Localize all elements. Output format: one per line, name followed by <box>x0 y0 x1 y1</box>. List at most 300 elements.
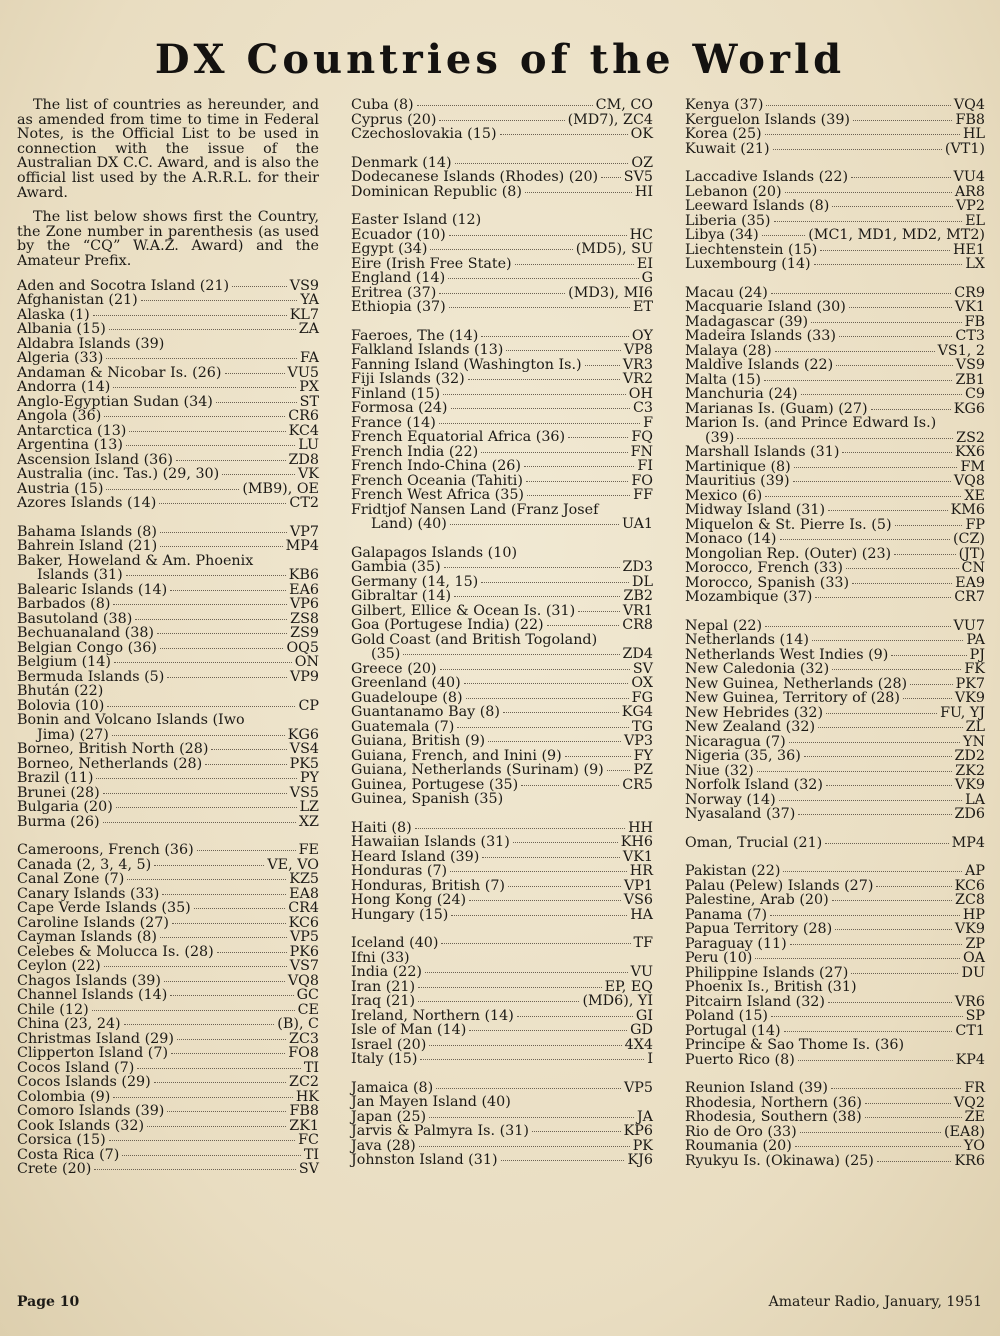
amateur-prefix: KX6 <box>955 444 985 460</box>
country-name: China (23, 24) <box>17 1016 121 1033</box>
country-name: Heard Island (39) <box>351 848 480 865</box>
amateur-prefix: PX <box>299 379 319 396</box>
country-entry <box>351 864 653 879</box>
country-entry <box>17 641 319 656</box>
letter-group <box>351 1081 653 1168</box>
amateur-prefix: FU, YJ <box>940 704 985 721</box>
country-entry <box>685 98 985 113</box>
country-entry <box>17 1046 319 1061</box>
country-name: Denmark (14) <box>351 154 452 171</box>
dot-leader <box>820 250 950 251</box>
dot-leader <box>525 192 632 193</box>
dot-leader <box>106 489 239 490</box>
amateur-prefix: (MD7), ZC4 <box>567 111 653 128</box>
dot-leader <box>197 850 296 851</box>
country-entry <box>351 720 653 735</box>
country-name: Christmas Island (29) <box>17 1030 174 1047</box>
country-name: Belgian Congo (36) <box>17 639 157 656</box>
country-name: Hungary (15) <box>351 906 449 923</box>
country-name: Libya (34) <box>685 227 759 243</box>
country-name: Niue (32) <box>685 762 754 779</box>
country-entry <box>685 749 985 764</box>
country-name: Martinique (8) <box>685 458 791 475</box>
country-name: Rio de Oro (33) <box>685 1123 797 1140</box>
country-name: Barbados (8) <box>17 596 111 613</box>
letter-group <box>17 525 319 830</box>
country-name: Malaya (28) <box>685 342 772 359</box>
country-name: (39) <box>705 429 735 446</box>
dot-leader <box>524 466 634 467</box>
amateur-prefix: HC <box>629 226 653 243</box>
amateur-prefix: KC4 <box>288 422 319 439</box>
dot-leader <box>167 1111 286 1112</box>
dot-leader <box>429 1045 621 1046</box>
amateur-prefix: ZS2 <box>956 429 985 446</box>
amateur-prefix: YA <box>300 292 319 309</box>
country-name: Philippine Islands (27) <box>685 964 849 981</box>
dot-leader <box>865 1103 951 1104</box>
country-name: Pakistan (22) <box>685 863 781 879</box>
dot-leader <box>129 431 285 432</box>
dot-leader <box>764 380 953 381</box>
amateur-prefix: (JT) <box>958 545 985 562</box>
country-name: Alaska (1) <box>17 306 90 323</box>
dot-leader <box>800 1132 941 1133</box>
country-entry <box>351 242 653 257</box>
country-entry <box>685 995 985 1010</box>
dot-leader <box>762 235 806 236</box>
dot-leader <box>172 923 286 924</box>
letter-group <box>685 1081 985 1168</box>
dot-leader <box>160 546 282 547</box>
country-name: Luxembourg (14) <box>685 256 811 272</box>
country-entry <box>351 445 653 460</box>
dot-leader <box>425 972 628 973</box>
country-entry <box>685 879 985 894</box>
country-entry <box>351 401 653 416</box>
country-entry <box>351 893 653 908</box>
country-name: Canada (2, 3, 4, 5) <box>17 856 152 873</box>
dot-leader <box>122 1155 300 1156</box>
country-entry <box>17 438 319 453</box>
dot-leader <box>154 1082 286 1083</box>
country-name: Egypt (34) <box>351 241 428 257</box>
country-entry <box>685 1081 985 1096</box>
amateur-prefix: (MB9), OE <box>242 480 319 497</box>
amateur-prefix: KC6 <box>288 914 319 931</box>
amateur-prefix: HE1 <box>952 241 985 258</box>
amateur-prefix: EL <box>965 212 985 229</box>
country-name: Java (28) <box>351 1137 416 1154</box>
amateur-prefix: VQ8 <box>287 972 319 989</box>
country-entry <box>351 286 653 301</box>
dot-leader <box>836 365 953 366</box>
country-name: Bechuanaland (38) <box>17 625 154 642</box>
dot-leader <box>222 474 295 475</box>
country-name: Greenland (40) <box>351 675 461 691</box>
amateur-prefix: CR5 <box>622 776 653 793</box>
amateur-prefix: FN <box>630 443 653 460</box>
amateur-prefix: SP <box>965 1008 985 1024</box>
country-name: Chagos Islands (39) <box>17 972 161 989</box>
amateur-prefix: KG4 <box>621 704 653 720</box>
country-entry <box>17 554 319 569</box>
country-entry <box>685 864 985 879</box>
country-name: Germany (14, 15) <box>351 573 479 590</box>
dot-leader <box>785 192 952 193</box>
country-entry <box>351 300 653 315</box>
amateur-prefix: SV <box>632 660 653 677</box>
country-entry <box>685 908 985 923</box>
country-name: Monaco (14) <box>685 531 777 547</box>
dot-leader <box>96 778 297 779</box>
country-name: Nepal (22) <box>685 617 763 634</box>
country-name: Papua Territory (28) <box>685 921 833 937</box>
amateur-prefix: VP9 <box>289 668 319 685</box>
country-name: Miquelon & St. Pierre Is. (5) <box>685 516 892 533</box>
country-entry <box>17 1104 319 1119</box>
dot-leader <box>790 944 963 945</box>
dot-leader <box>417 105 593 106</box>
amateur-prefix: GD <box>630 1022 653 1038</box>
amateur-prefix: GC <box>296 987 319 1004</box>
country-entry <box>351 503 653 518</box>
amateur-prefix: VU5 <box>287 364 319 381</box>
country-name: Cameroons, French (36) <box>17 842 194 859</box>
dot-leader <box>137 1068 301 1069</box>
country-entry <box>351 850 653 865</box>
country-name: Balearic Islands (14) <box>17 581 168 598</box>
country-entry <box>17 930 319 945</box>
country-name: Guiana, Netherlands (Surinam) (9) <box>351 762 604 778</box>
country-entry <box>351 459 653 474</box>
dot-leader <box>773 149 942 150</box>
country-entry <box>351 329 653 344</box>
dot-leader <box>450 524 619 525</box>
amateur-prefix: TI <box>303 1146 319 1163</box>
country-entry <box>17 380 319 395</box>
dot-leader <box>793 481 951 482</box>
amateur-prefix: (MC1, MD1, MD2, MT2) <box>808 227 985 243</box>
country-name: Ecuador (10) <box>351 226 446 243</box>
country-name: Guatemala (7) <box>351 718 455 735</box>
dot-leader <box>468 379 620 380</box>
amateur-prefix: CT3 <box>955 328 985 344</box>
dot-leader <box>113 387 296 388</box>
dot-leader <box>784 1031 953 1032</box>
country-name: New Guinea, Territory of (28) <box>685 690 900 706</box>
dot-leader <box>482 857 620 858</box>
country-name: Austria (15) <box>17 480 104 497</box>
amateur-prefix: XZ <box>298 813 319 830</box>
amateur-prefix: KM6 <box>950 502 985 518</box>
amateur-prefix: CM, CO <box>595 97 653 113</box>
country-name: Roumania (20) <box>685 1138 792 1154</box>
country-name: Jamaica (8) <box>351 1079 434 1096</box>
country-name: New Hebrides (32) <box>685 704 824 721</box>
dot-leader <box>127 879 286 880</box>
amateur-prefix: KP4 <box>955 1051 985 1068</box>
country-name: Morocco, French (33) <box>685 560 843 576</box>
country-name: Kuwait (21) <box>685 140 770 157</box>
country-entry <box>351 604 653 619</box>
country-name: Laccadive Islands (22) <box>685 169 849 185</box>
country-name: Maldive Islands (22) <box>685 357 834 373</box>
amateur-prefix: CT2 <box>289 495 319 512</box>
dot-leader <box>737 438 953 439</box>
country-name: Anglo-Egyptian Sudan (34) <box>17 393 213 410</box>
amateur-prefix: C3 <box>632 400 653 416</box>
publication-credit: Amateur Radio, January, 1951 <box>768 1294 982 1310</box>
country-entry <box>17 539 319 554</box>
dot-leader <box>775 351 935 352</box>
country-name: Macquarie Island (30) <box>685 299 846 315</box>
amateur-prefix: FY <box>633 747 653 764</box>
country-entry <box>17 684 319 699</box>
country-entry <box>351 271 653 286</box>
country-name: Hong Kong (24) <box>351 892 467 908</box>
dot-leader <box>205 764 286 765</box>
country-name: Norfolk Island (32) <box>685 777 823 793</box>
dot-leader <box>607 770 631 771</box>
dot-leader <box>135 619 287 620</box>
country-entry <box>685 127 985 142</box>
dot-leader <box>766 105 950 106</box>
country-entry <box>17 728 319 743</box>
country-entry <box>351 1023 653 1038</box>
country-entry <box>17 467 319 482</box>
country-entry <box>17 626 319 641</box>
country-name: Angola (36) <box>17 408 102 425</box>
amateur-prefix: CN <box>961 560 985 576</box>
country-name: Panama (7) <box>685 906 768 923</box>
amateur-prefix: FM <box>960 458 985 475</box>
country-name: Dodecanese Islands (Rhodes) (20) <box>351 169 599 185</box>
country-entry <box>17 959 319 974</box>
country-entry <box>685 590 985 605</box>
dot-leader <box>500 134 628 135</box>
dot-leader <box>157 633 287 634</box>
country-name: Isle of Man (14) <box>351 1022 467 1038</box>
country-entry <box>685 735 985 750</box>
country-name: Fiji Islands (32) <box>351 371 465 387</box>
amateur-prefix: FG <box>631 689 653 706</box>
dot-leader <box>815 597 951 598</box>
amateur-prefix: VK1 <box>954 299 985 315</box>
dot-leader <box>798 814 951 815</box>
country-name: Honduras (7) <box>351 863 448 879</box>
amateur-prefix: ZD8 <box>288 451 319 468</box>
country-name: Canary Islands (33) <box>17 885 160 902</box>
country-name: Bermuda Islands (5) <box>17 668 165 685</box>
dot-leader <box>454 596 620 597</box>
country-name: Islands (31) <box>37 567 123 584</box>
country-name: Macau (24) <box>685 284 768 301</box>
country-entry <box>685 402 985 417</box>
amateur-prefix: (VT1) <box>944 140 985 157</box>
country-entry <box>351 1153 653 1168</box>
dot-leader <box>865 1117 962 1118</box>
country-entry <box>17 424 319 439</box>
dot-leader <box>565 756 631 757</box>
country-entry <box>17 858 319 873</box>
country-name: Israel (20) <box>351 1036 427 1053</box>
dot-leader <box>113 604 287 605</box>
amateur-prefix: OZ <box>631 154 653 171</box>
amateur-prefix: VK <box>297 466 319 483</box>
country-name: Andorra (14) <box>17 379 111 396</box>
country-entry <box>351 228 653 243</box>
amateur-prefix: ZC2 <box>289 1074 319 1091</box>
country-entry <box>351 589 653 604</box>
country-name: Falkland Islands (13) <box>351 342 504 358</box>
country-entry <box>17 1003 319 1018</box>
country-name: (35) <box>371 646 401 662</box>
country-name: Madagascar (39) <box>685 313 809 330</box>
country-entry <box>685 460 985 475</box>
dot-leader <box>112 735 285 736</box>
amateur-prefix: KZ5 <box>289 871 319 888</box>
amateur-prefix: KP6 <box>623 1123 653 1139</box>
letter-group <box>351 213 653 315</box>
amateur-prefix: VP5 <box>289 929 319 946</box>
dot-leader <box>851 973 958 974</box>
country-entry <box>685 764 985 779</box>
letter-group <box>351 156 653 200</box>
country-name: Crete (20) <box>17 1161 92 1178</box>
dot-leader <box>114 662 292 663</box>
country-name: Ceylon (22) <box>17 958 101 975</box>
country-entry <box>17 568 319 583</box>
amateur-prefix: DL <box>632 573 653 590</box>
dot-leader <box>443 394 626 395</box>
dot-leader <box>441 943 630 944</box>
country-name: Jan Mayen Island (40) <box>351 1094 511 1110</box>
intro-text <box>17 98 319 269</box>
country-entry <box>17 713 319 728</box>
dot-leader <box>92 1010 295 1011</box>
country-entry <box>685 387 985 402</box>
amateur-prefix: CE <box>297 1001 319 1018</box>
dot-leader <box>481 336 628 337</box>
country-name: Clipperton Island (7) <box>17 1045 169 1062</box>
dot-leader <box>811 322 961 323</box>
country-entry <box>17 916 319 931</box>
amateur-prefix: ZP <box>965 935 985 952</box>
country-name: Afghanistan (21) <box>17 292 138 309</box>
dot-leader <box>832 900 952 901</box>
country-entry <box>351 908 653 923</box>
country-entry <box>351 430 653 445</box>
amateur-prefix: (MD5), SU <box>575 241 653 257</box>
dot-leader <box>93 315 287 316</box>
country-entry <box>351 98 653 113</box>
country-entry <box>685 416 985 431</box>
dot-leader <box>154 865 264 866</box>
amateur-prefix: VS1, 2 <box>937 342 985 359</box>
amateur-prefix: KL7 <box>289 306 319 323</box>
country-name: Liberia (35) <box>685 212 771 229</box>
country-name: Oman, Trucial (21) <box>685 834 823 851</box>
country-name: Guiana, British (9) <box>351 733 486 749</box>
country-entry <box>17 366 319 381</box>
amateur-prefix: TF <box>633 935 653 951</box>
column-1 <box>17 98 319 1191</box>
country-entry <box>685 344 985 359</box>
amateur-prefix: LZ <box>299 799 319 816</box>
country-name: Palestine, Arab (20) <box>685 892 829 908</box>
amateur-prefix: ZK1 <box>289 1117 319 1134</box>
country-entry <box>17 1133 319 1148</box>
country-entry <box>685 431 985 446</box>
country-name: Marianas Is. (Guam) (27) <box>685 400 868 417</box>
country-entry <box>685 893 985 908</box>
amateur-prefix: ST <box>299 393 319 410</box>
country-name: Guadeloupe (8) <box>351 689 463 706</box>
country-entry <box>685 561 985 576</box>
country-entry <box>685 142 985 157</box>
dot-leader <box>578 611 620 612</box>
amateur-prefix: OA <box>962 950 985 966</box>
country-entry <box>685 1096 985 1111</box>
country-entry <box>351 1009 653 1024</box>
dot-leader <box>798 1060 953 1061</box>
amateur-prefix: ZA <box>298 321 319 338</box>
country-entry <box>17 482 319 497</box>
dot-leader <box>846 568 959 569</box>
country-entry <box>17 815 319 830</box>
country-entry <box>17 843 319 858</box>
country-entry <box>351 705 653 720</box>
country-entry <box>351 734 653 749</box>
dot-leader <box>448 278 638 279</box>
dot-leader <box>177 1039 286 1040</box>
country-name: Goa (Portugese India) (22) <box>351 617 544 633</box>
amateur-prefix: HP <box>962 906 985 923</box>
country-entry <box>685 113 985 128</box>
country-name: New Zealand (32) <box>685 719 816 735</box>
country-name: France (14) <box>351 414 436 431</box>
dot-leader <box>876 886 951 887</box>
amateur-prefix: ZD3 <box>622 559 653 575</box>
country-entry <box>17 496 319 511</box>
dot-leader <box>162 894 286 895</box>
country-entry <box>351 387 653 402</box>
dot-leader <box>517 1016 633 1017</box>
dot-leader <box>403 654 619 655</box>
country-name: Kerguelon Islands (39) <box>685 111 851 128</box>
country-entry <box>685 329 985 344</box>
dot-leader <box>109 1140 295 1141</box>
country-name: Aldabra Islands (39) <box>17 335 165 352</box>
country-name: Borneo, Netherlands (28) <box>17 755 203 772</box>
country-name: Hawaiian Islands (31) <box>351 834 510 850</box>
dot-leader <box>771 1016 963 1017</box>
amateur-prefix: FO8 <box>288 1045 319 1062</box>
amateur-prefix: HL <box>963 126 985 142</box>
country-entry <box>17 351 319 366</box>
amateur-prefix: VU <box>630 964 653 980</box>
country-name: Morocco, Spanish (33) <box>685 574 850 591</box>
country-entry <box>351 647 653 662</box>
dot-leader <box>849 307 952 308</box>
amateur-prefix: FB8 <box>955 111 985 128</box>
country-entry <box>17 279 319 294</box>
letter-group <box>685 864 985 1067</box>
amateur-prefix: CR8 <box>622 617 653 633</box>
amateur-prefix: OH <box>628 385 653 402</box>
country-entry <box>685 1154 985 1169</box>
